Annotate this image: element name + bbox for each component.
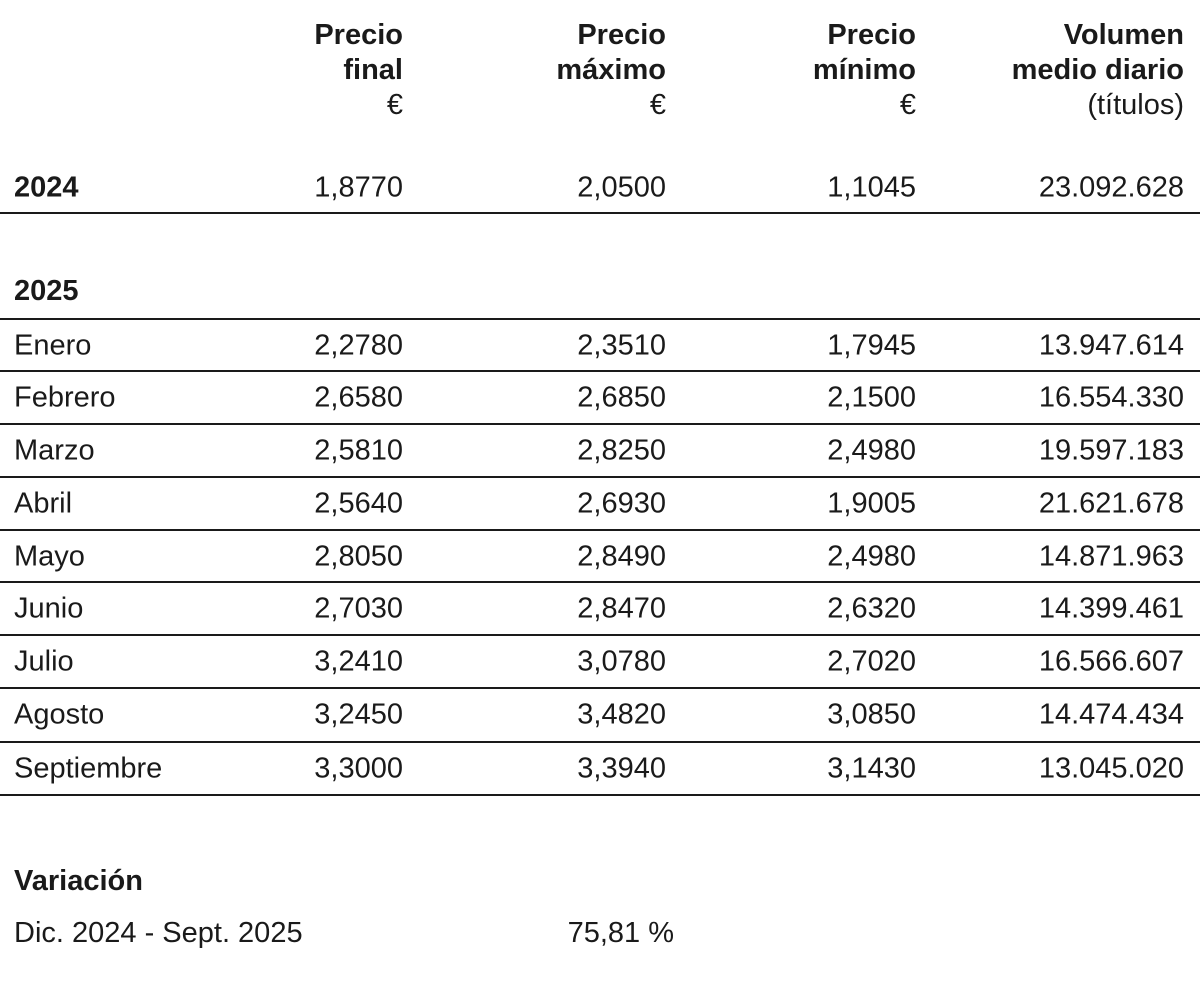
cell-precio-maximo: 2,8490 xyxy=(577,540,666,573)
header-volumen-medio-diario xyxy=(1012,18,1184,123)
header-line1: Precio xyxy=(314,19,403,51)
month-label: Enero xyxy=(14,329,92,362)
cell-precio-maximo: 2,3510 xyxy=(577,329,666,362)
header-line2: máximo xyxy=(556,54,666,86)
month-label: Marzo xyxy=(14,434,95,467)
cell-precio-maximo: 2,6930 xyxy=(577,487,666,520)
cell-precio-maximo: 3,3940 xyxy=(577,752,666,785)
row-2024 xyxy=(0,162,1200,214)
variation-period: Dic. 2024 - Sept. 2025 xyxy=(14,917,303,949)
header-unit: (títulos) xyxy=(1087,89,1184,121)
cell-precio-minimo: 1,9005 xyxy=(827,487,916,520)
header-unit: € xyxy=(649,89,666,121)
cell-precio-minimo: 2,6320 xyxy=(827,592,916,625)
cell-precio-final: 2,2780 xyxy=(314,329,403,362)
cell-precio-maximo: 3,0780 xyxy=(577,645,666,678)
month-label: Febrero xyxy=(14,381,116,414)
table-row xyxy=(0,425,1200,477)
variation-title: Variación xyxy=(14,865,143,897)
header-line1: Precio xyxy=(827,19,916,51)
cell-precio-maximo: 2,0500 xyxy=(577,171,666,204)
cell-precio-maximo: 2,8250 xyxy=(577,434,666,467)
header-line2: medio diario xyxy=(1011,54,1184,86)
cell-precio-maximo: 2,6850 xyxy=(577,381,666,414)
cell-precio-minimo: 1,1045 xyxy=(827,171,916,204)
cell-precio-final: 1,8770 xyxy=(314,171,403,204)
header-unit: € xyxy=(899,89,916,121)
header-precio-minimo xyxy=(813,18,916,123)
header-precio-final xyxy=(314,18,403,123)
cell-volumen: 13.045.020 xyxy=(1038,752,1184,785)
cell-precio-final: 2,7030 xyxy=(314,592,403,625)
cell-precio-minimo: 2,4980 xyxy=(827,434,916,467)
cell-volumen: 16.566.607 xyxy=(1038,645,1184,678)
cell-precio-final: 2,8050 xyxy=(314,540,403,573)
variation-value: 75,81 % xyxy=(567,917,674,949)
divider xyxy=(0,212,1200,214)
table-row xyxy=(0,636,1200,688)
table-row xyxy=(0,478,1200,530)
header-line2: final xyxy=(343,54,403,86)
cell-precio-final: 2,6580 xyxy=(314,381,403,414)
month-label: Julio xyxy=(14,645,74,678)
cell-volumen: 23.092.628 xyxy=(1038,171,1184,204)
month-label: Septiembre xyxy=(14,752,163,785)
month-label: Mayo xyxy=(14,540,85,573)
cell-precio-final: 3,3000 xyxy=(314,752,403,785)
cell-precio-final: 3,2410 xyxy=(314,645,403,678)
cell-volumen: 21.621.678 xyxy=(1038,487,1184,520)
cell-precio-final: 2,5810 xyxy=(314,434,403,467)
header-precio-maximo xyxy=(556,18,666,123)
cell-volumen: 13.947.614 xyxy=(1038,329,1184,362)
cell-precio-minimo: 1,7945 xyxy=(827,329,916,362)
divider xyxy=(0,794,1200,796)
table-row xyxy=(0,743,1200,795)
cell-precio-final: 2,5640 xyxy=(314,487,403,520)
table-row xyxy=(0,320,1200,372)
table-row xyxy=(0,372,1200,424)
header-line1: Precio xyxy=(577,19,666,51)
cell-volumen: 16.554.330 xyxy=(1038,381,1184,414)
cell-precio-minimo: 2,1500 xyxy=(827,381,916,414)
month-label: Abril xyxy=(14,487,73,520)
cell-precio-maximo: 3,4820 xyxy=(577,698,666,731)
cell-precio-minimo: 3,1430 xyxy=(827,752,916,785)
month-label: Agosto xyxy=(14,698,105,731)
cell-precio-minimo: 3,0850 xyxy=(827,698,916,731)
cell-precio-minimo: 2,4980 xyxy=(827,540,916,573)
cell-precio-final: 3,2450 xyxy=(314,698,403,731)
cell-volumen: 14.474.434 xyxy=(1038,698,1184,731)
header-line1: Volumen xyxy=(1063,19,1184,51)
table-row xyxy=(0,689,1200,741)
section-title-2025: 2025 xyxy=(14,275,79,307)
cell-volumen: 19.597.183 xyxy=(1038,434,1184,467)
table-row xyxy=(0,583,1200,635)
cell-precio-minimo: 2,7020 xyxy=(827,645,916,678)
cell-precio-maximo: 2,8470 xyxy=(577,592,666,625)
cell-volumen: 14.399.461 xyxy=(1038,592,1184,625)
cell-volumen: 14.871.963 xyxy=(1038,540,1184,573)
table-row xyxy=(0,531,1200,583)
month-label: Junio xyxy=(14,592,84,625)
header-unit: € xyxy=(386,89,403,121)
header-line2: mínimo xyxy=(812,54,916,86)
row-label: 2024 xyxy=(14,171,79,204)
